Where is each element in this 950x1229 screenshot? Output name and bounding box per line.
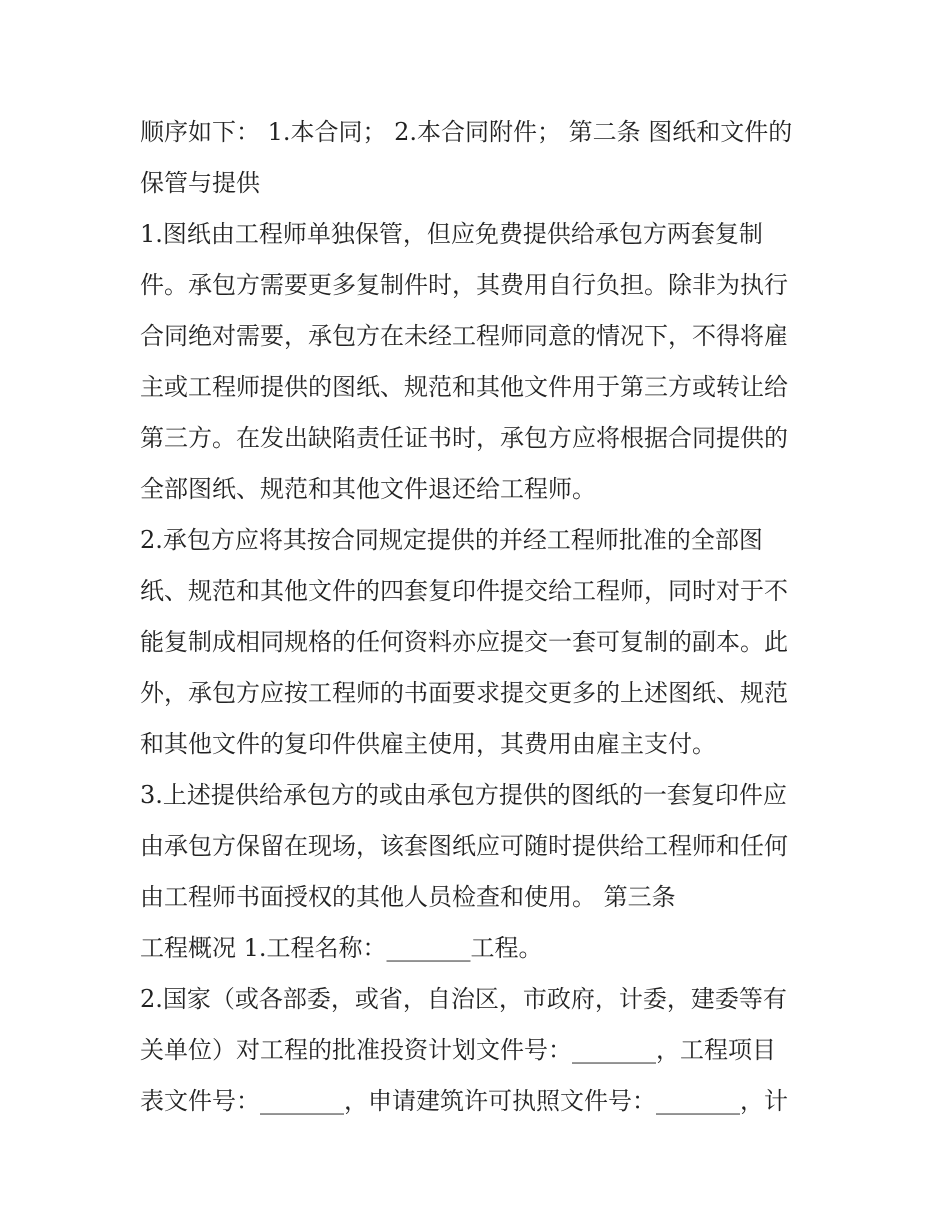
text-line: 1.图纸由工程师单独保管，但应免费提供给承包方两套复制 [140, 220, 763, 248]
text-line: 由工程师书面授权的其他人员检查和使用。 第三条 [140, 883, 676, 911]
text-line: 合同绝对需要，承包方在未经工程师同意的情况下，不得将雇 [140, 322, 788, 350]
text-line: 第三方。在发出缺陷责任证书时，承包方应将根据合同提供的 [140, 424, 788, 452]
text-line: 和其他文件的复印件供雇主使用，其费用由雇主支付。 [140, 730, 716, 758]
text-line: 表文件号：_______，申请建筑许可执照文件号：_______，计 [140, 1087, 788, 1115]
text-line: 顺序如下： 1.本合同； 2.本合同附件； 第二条 图纸和文件的 [140, 118, 793, 146]
text-line: 外，承包方应按工程师的书面要求提交更多的上述图纸、规范 [140, 679, 788, 707]
contract-text-body [140, 107, 820, 1127]
text-line: 3.上述提供给承包方的或由承包方提供的图纸的一套复印件应 [140, 781, 787, 809]
text-line: 工程概况 1.工程名称：_______工程。 [140, 934, 543, 962]
text-line: 关单位）对工程的批准投资计划文件号：_______，工程项目 [140, 1036, 776, 1064]
text-line: 2.国家（或各部委，或省，自治区，市政府，计委，建委等有 [140, 985, 787, 1013]
text-line: 件。承包方需要更多复制件时，其费用自行负担。除非为执行 [140, 271, 788, 299]
text-line: 2.承包方应将其按合同规定提供的并经工程师批准的全部图 [140, 526, 763, 554]
text-line: 由承包方保留在现场，该套图纸应可随时提供给工程师和任何 [140, 832, 788, 860]
text-line: 保管与提供 [140, 169, 260, 197]
text-line: 主或工程师提供的图纸、规范和其他文件用于第三方或转让给 [140, 373, 788, 401]
text-line: 能复制成相同规格的任何资料亦应提交一套可复制的副本。此 [140, 628, 788, 656]
text-line: 全部图纸、规范和其他文件退还给工程师。 [140, 475, 596, 503]
text-line: 纸、规范和其他文件的四套复印件提交给工程师，同时对于不 [140, 577, 788, 605]
